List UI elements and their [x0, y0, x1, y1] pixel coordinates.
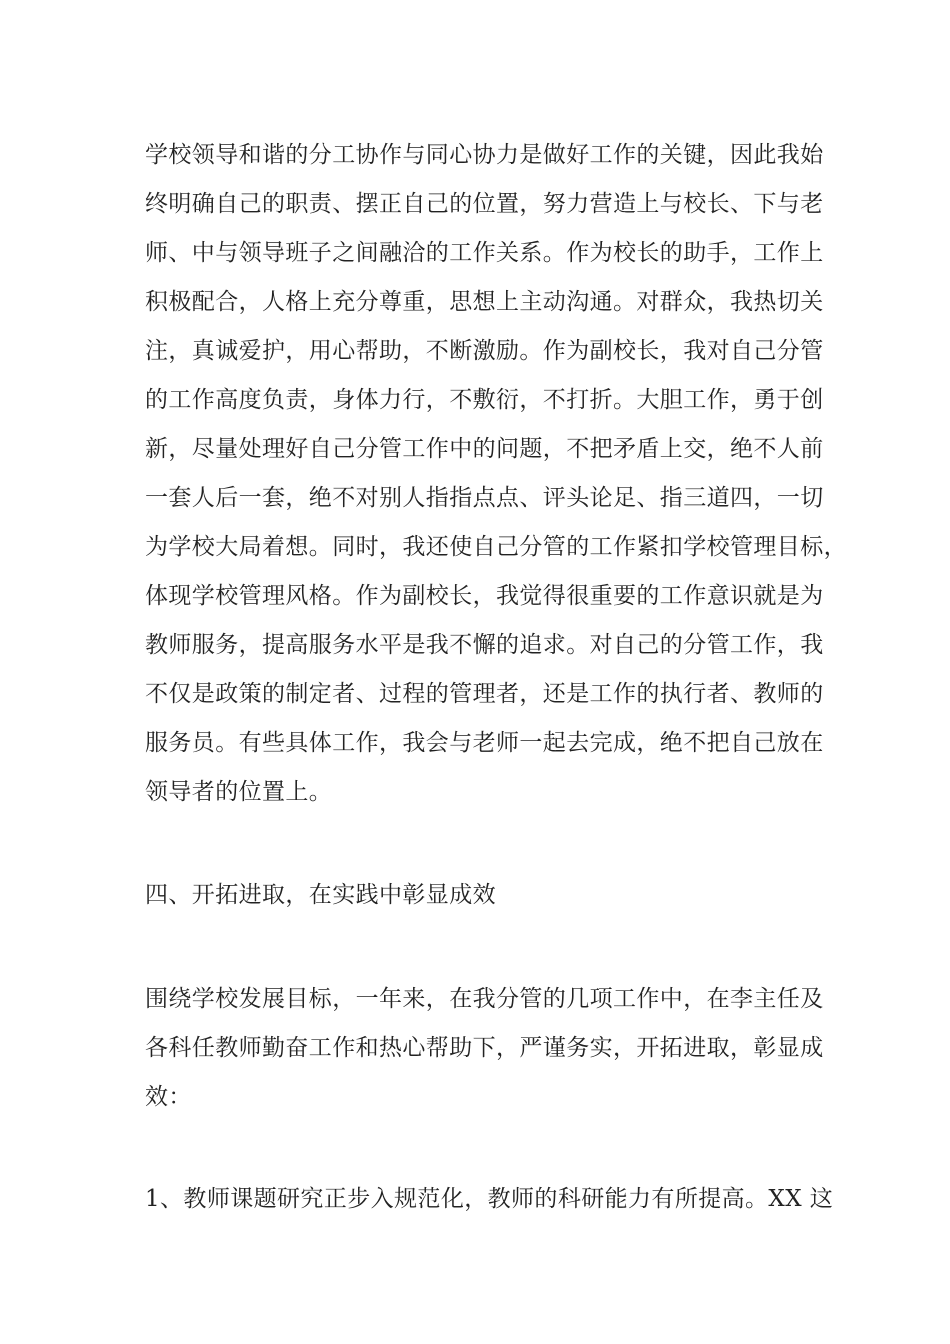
paragraph-1-line-14: 领导者的位置上。 [145, 779, 333, 805]
paragraph-3-line-1: 围绕学校发展目标，一年来，在我分管的几项工作中，在李主任及 [145, 986, 824, 1012]
section-heading: 四、开拓进取，在实践中彰显成效 [145, 882, 496, 908]
paragraph-1-line-8: 一套人后一套，绝不对别人指指点点、评头论足、指三道四，一切 [145, 485, 824, 511]
paragraph-1-line-13: 服务员。有些具体工作，我会与老师一起去完成，绝不把自己放在 [145, 730, 824, 756]
paragraph-3-line-3: 效： [145, 1084, 192, 1110]
paragraph-1-line-2: 终明确自己的职责、摆正自己的位置，努力营造上与校长、下与老 [145, 191, 824, 217]
paragraph-1-line-4: 积极配合，人格上充分尊重，思想上主动沟通。对群众，我热切关 [145, 289, 824, 315]
paragraph-1-line-9: 为学校大局着想。同时，我还使自己分管的工作紧扣学校管理目标， [145, 534, 847, 560]
paragraph-1-line-12: 不仅是政策的制定者、过程的管理者，还是工作的执行者、教师的 [145, 681, 824, 707]
paragraph-1-line-1: 学校领导和谐的分工协作与同心协力是做好工作的关键，因此我始 [145, 142, 824, 168]
paragraph-4-line-1: 1、教师课题研究正步入规范化，教师的科研能力有所提高。XX 这 [145, 1186, 834, 1212]
paragraph-1-line-3: 师、中与领导班子之间融洽的工作关系。作为校长的助手，工作上 [145, 240, 824, 266]
paragraph-3-line-2: 各科任教师勤奋工作和热心帮助下，严谨务实，开拓进取，彰显成 [145, 1035, 824, 1061]
paragraph-1-line-11: 教师服务，提高服务水平是我不懈的追求。对自己的分管工作，我 [145, 632, 824, 658]
paragraph-1-line-6: 的工作高度负责，身体力行，不敷衍，不打折。大胆工作，勇于创 [145, 387, 824, 413]
paragraph-1-line-5: 注，真诚爱护，用心帮助，不断激励。作为副校长，我对自己分管 [145, 338, 824, 364]
paragraph-1-line-10: 体现学校管理风格。作为副校长，我觉得很重要的工作意识就是为 [145, 583, 824, 609]
paragraph-1-line-7: 新，尽量处理好自己分管工作中的问题，不把矛盾上交，绝不人前 [145, 436, 824, 462]
